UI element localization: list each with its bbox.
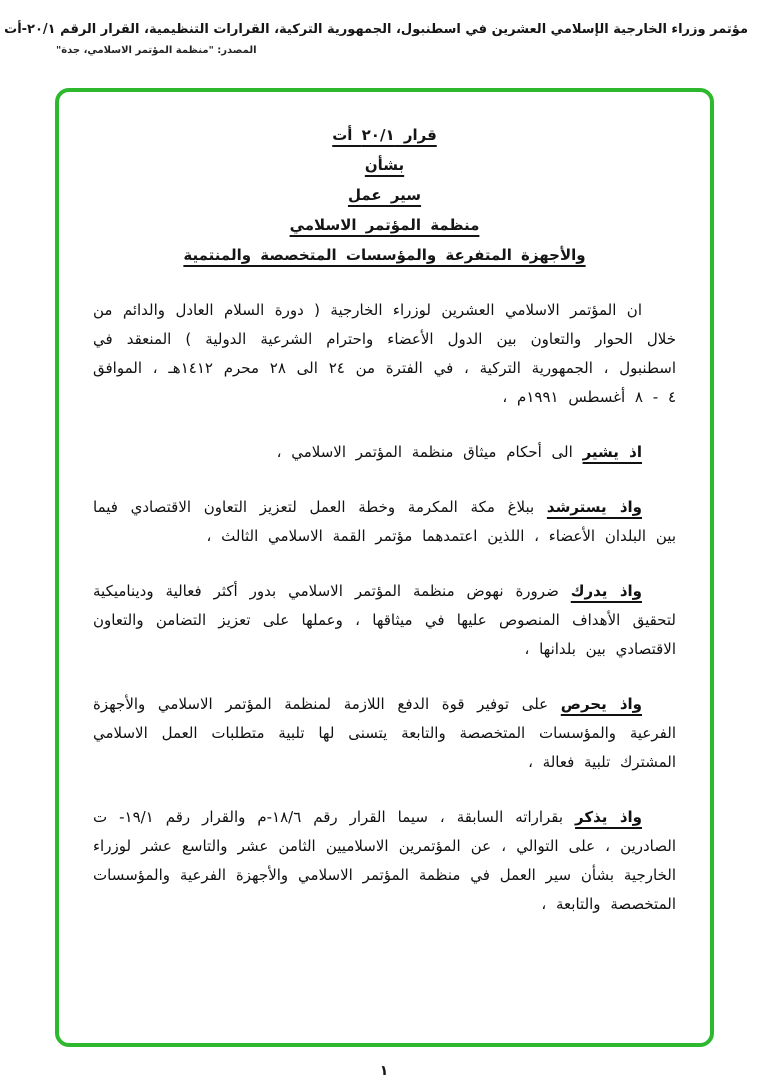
heading-line: بشأن: [364, 156, 405, 174]
heading-line: سير عمل: [347, 186, 422, 204]
paragraph-text: ان المؤتمر الاسلامي العشرين لوزراء الخارجية ( دورة السلام العادل والدائم من خلال الحوار والتعاون بين الدول الأعضاء واحترام الشرعية الدولية ) المنعقد في اسطنبول ، الجمهورية التركية ، في الفترة من ٢٤ الى ٢٨ محرم ١٤١٢هـ ، الموافق ٤ - ٨ أغسطس ١٩٩١م ،: [93, 301, 676, 406]
page-number: ١: [379, 1063, 389, 1079]
paragraph-lead: واذ يذكر: [575, 808, 642, 826]
paragraph: [93, 690, 676, 777]
paragraph-lead: واذ يدرك: [570, 582, 642, 600]
paragraph-text: على توفير قوة الدفع اللازمة لمنظمة المؤتمر الاسلامي والأجهزة الفرعية والمؤسسات المتخصصة والتابعة يتسنى لها تلبية متطلبات العمل الاسلامي المشترك تلبية فعالة ،: [93, 695, 676, 771]
paragraph-lead: اذ يشير: [582, 443, 642, 461]
header-title: مؤتمر وزراء الخارجية الإسلامي العشرين في اسطنبول، الجمهورية التركية، القرارات التنظيمية، القرار الرقم ٢٠/١-أت: [4, 22, 748, 37]
paragraph-text: ضرورة نهوض منظمة المؤتمر الاسلامي بدور أكثر فعالية وديناميكية لتحقيق الأهداف المنصوص عليها في ميثاقها ، وعملها على تعزيز التضامن والتعاون الاقتصادي بين بلدانها ،: [93, 582, 676, 658]
heading-line: منظمة المؤتمر الاسلامي: [289, 216, 480, 234]
document-header: [0, 22, 768, 56]
paragraph: [93, 803, 676, 919]
paragraph-text: الى أحكام ميثاق منظمة المؤتمر الاسلامي ،: [276, 443, 583, 461]
paragraph: [93, 296, 676, 412]
paragraph-text: ببلاغ مكة المكرمة وخطة العمل لتعزيز التعاون الاقتصادي فيما بين البلدان الأعضاء ، اللذين اعتمدهما مؤتمر القمة الاسلامي الثالث ،: [93, 498, 676, 545]
resolution-heading-block: [93, 120, 676, 270]
paragraph: [93, 493, 676, 551]
heading-line: قرار ٢٠/١ أت: [332, 126, 437, 144]
paragraph: [93, 438, 676, 467]
heading-line: والأجهزة المتفرعة والمؤسسات المتخصصة والمنتمية: [183, 246, 586, 264]
paragraph-text: بقراراته السابقة ، سيما القرار رقم ١٨/٦-م والقرار رقم ١٩/١- ت الصادرين ، على التوالي ، عن المؤتمرين الاسلاميين الثامن عشر والتاسع عشر لوزراء الخارجية بشأن سير العمل في منظمة المؤتمر الاسلامي والأجهزة الفرعية والمؤسسات المتخصصة والتابعة ،: [93, 808, 676, 913]
header-source: المصدر: "منظمة المؤتمر الاسلامي، جدة": [56, 45, 257, 56]
paragraph-lead: واذ يحرص: [560, 695, 642, 713]
resolution-body: [93, 296, 676, 919]
paragraph-lead: واذ يسترشد: [546, 498, 642, 516]
content-frame: [55, 88, 714, 1047]
paragraph: [93, 577, 676, 664]
